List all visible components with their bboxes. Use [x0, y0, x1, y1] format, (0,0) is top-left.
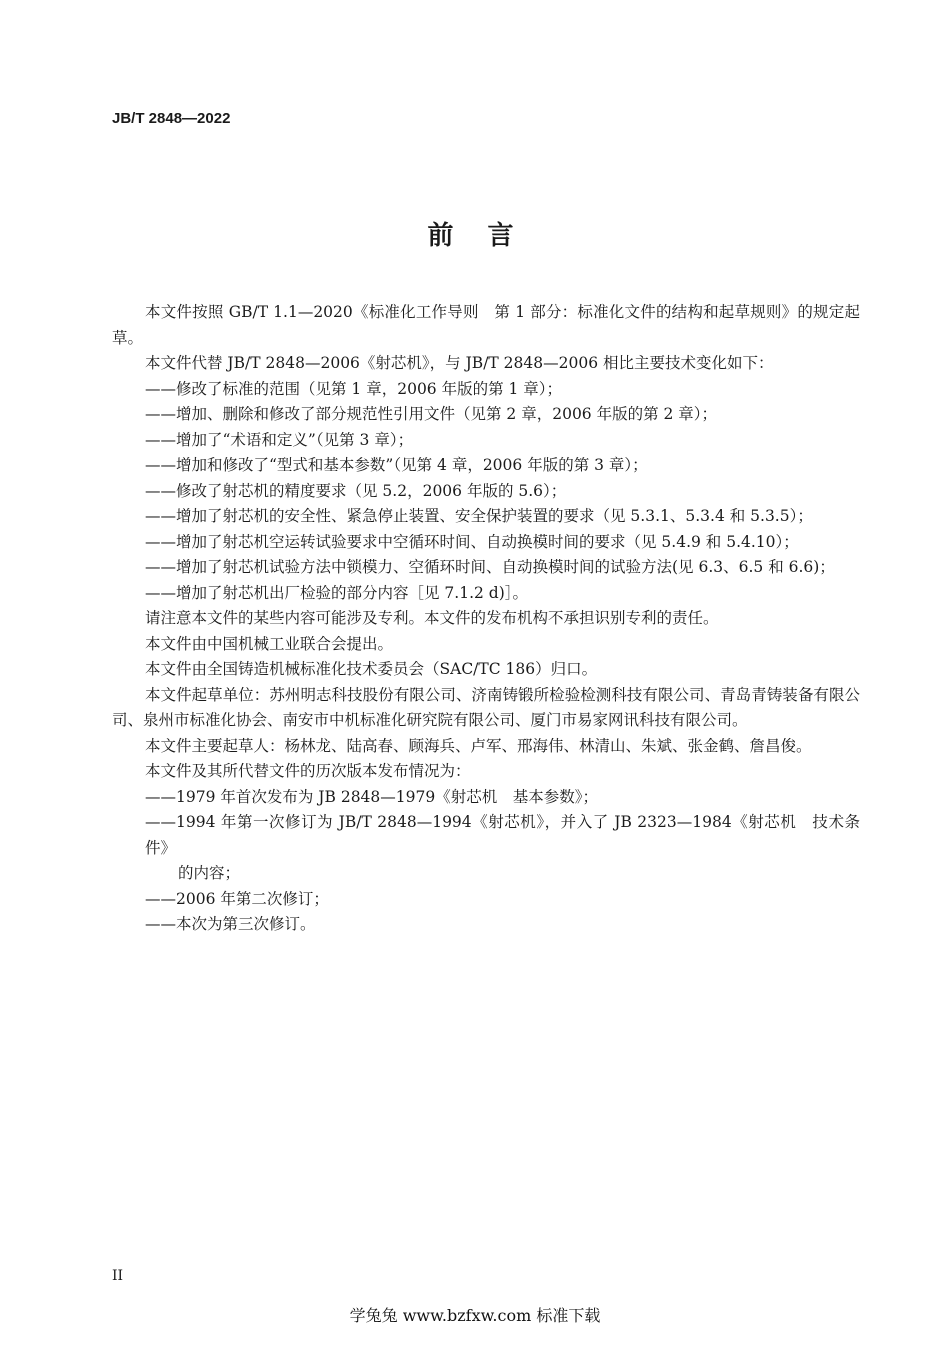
- paragraph-text: 本文件由全国铸造机械标准化技术委员会（SAC/TC 186）归口。: [145, 660, 598, 678]
- dash-list-item: [112, 810, 860, 887]
- dash-list-item: [112, 479, 860, 505]
- paragraph-text: ——增加了“术语和定义”（见第 3 章）；: [145, 430, 414, 449]
- paragraph-text: 本文件起草单位：苏州明志科技股份有限公司、济南铸锻所检验检测科技有限公司、青岛青铸装备有限公司、泉州市标准化协会、南安市中机标准化研究院有限公司、厦门市易家网讯科技有限公司。: [112, 685, 860, 729]
- dash-list-item: [112, 785, 860, 811]
- page-title: 前言: [427, 221, 548, 251]
- dash-list-item: [112, 402, 860, 428]
- watermark-footer: 学兔兔 www.bzfxw.com 标准下载: [349, 1306, 601, 1325]
- page-number: II: [112, 1268, 124, 1284]
- paragraph-text: 本文件代替 JB/T 2848—2006《射芯机》，与 JB/T 2848—2006 相比主要技术变化如下：: [145, 354, 774, 372]
- document-code-header: JB/T 2848—2022: [112, 110, 231, 127]
- paragraph: [112, 734, 860, 760]
- paragraph-text: ——增加和修改了“型式和基本参数”（见第 4 章，2006 年版的第 3 章）；: [145, 456, 648, 474]
- paragraph-text: ——本次为第三次修订。: [145, 915, 316, 933]
- continuation-text: 的内容；: [178, 864, 241, 882]
- paragraph-text: ——增加了射芯机试验方法中锁模力、空循环时间、自动换模时间的试验方法(见 6.3、6.5 和 6.6)；: [145, 558, 835, 576]
- paragraph-text: ——2006 年第二次修订；: [145, 889, 329, 908]
- paragraph-text: 本文件及其所代替文件的历次版本发布情况为：: [145, 762, 471, 780]
- paragraph-text: ——1994 年第一次修订为 JB/T 2848—1994《射芯机》，并入了 JB 2323—1984《射芯机 技术条件》: [145, 813, 860, 857]
- paragraph-text: 本文件按照 GB/T 1.1—2020《标准化工作导则 第 1 部分：标准化文件的结构和起草规则》的规定起草。: [112, 303, 860, 347]
- paragraph: [112, 657, 860, 683]
- paragraph: [112, 683, 860, 734]
- dash-list-item: [112, 581, 860, 607]
- paragraph: [112, 759, 860, 785]
- paragraph-text: ——1979 年首次发布为 JB 2848—1979《射芯机 基本参数》；: [145, 787, 598, 806]
- document-body: [112, 300, 860, 938]
- paragraph: [112, 300, 860, 351]
- paragraph: [112, 606, 860, 632]
- dash-list-item: [112, 428, 860, 454]
- paragraph-text: 本文件主要起草人：杨林龙、陆高春、顾海兵、卢军、邢海伟、林清山、朱斌、张金鹤、詹昌俊。: [145, 736, 812, 755]
- dash-list-item: [112, 887, 860, 913]
- paragraph-text: 请注意本文件的某些内容可能涉及专利。本文件的发布机构不承担识别专利的责任。: [145, 609, 719, 627]
- paragraph-text: 本文件由中国机械工业联合会提出。: [145, 634, 394, 653]
- dash-list-item: [112, 555, 860, 581]
- paragraph-text: ——增加、删除和修改了部分规范性引用文件（见第 2 章，2006 年版的第 2 章）；: [145, 405, 718, 423]
- paragraph-text: ——修改了射芯机的精度要求（见 5.2，2006 年版的 5.6）；: [145, 481, 567, 500]
- dash-list-item: [112, 453, 860, 479]
- paragraph-text: ——增加了射芯机的安全性、紧急停止装置、安全保护装置的要求（见 5.3.1、5.3.4 和 5.3.5）；: [145, 507, 813, 525]
- paragraph-text: ——增加了射芯机出厂检验的部分内容［见 7.1.2 d)］。: [145, 583, 529, 602]
- dash-list-item: [112, 530, 860, 556]
- paragraph-text: ——修改了标准的范围（见第 1 章，2006 年版的第 1 章）；: [145, 379, 563, 398]
- dash-list-item: [112, 504, 860, 530]
- paragraph: [112, 632, 860, 658]
- paragraph-text: ——增加了射芯机空运转试验要求中空循环时间、自动换模时间的要求（见 5.4.9 和 5.4.10）；: [145, 532, 799, 551]
- dash-list-item: [112, 377, 860, 403]
- paragraph: [112, 351, 860, 377]
- dash-list-item: [112, 912, 860, 938]
